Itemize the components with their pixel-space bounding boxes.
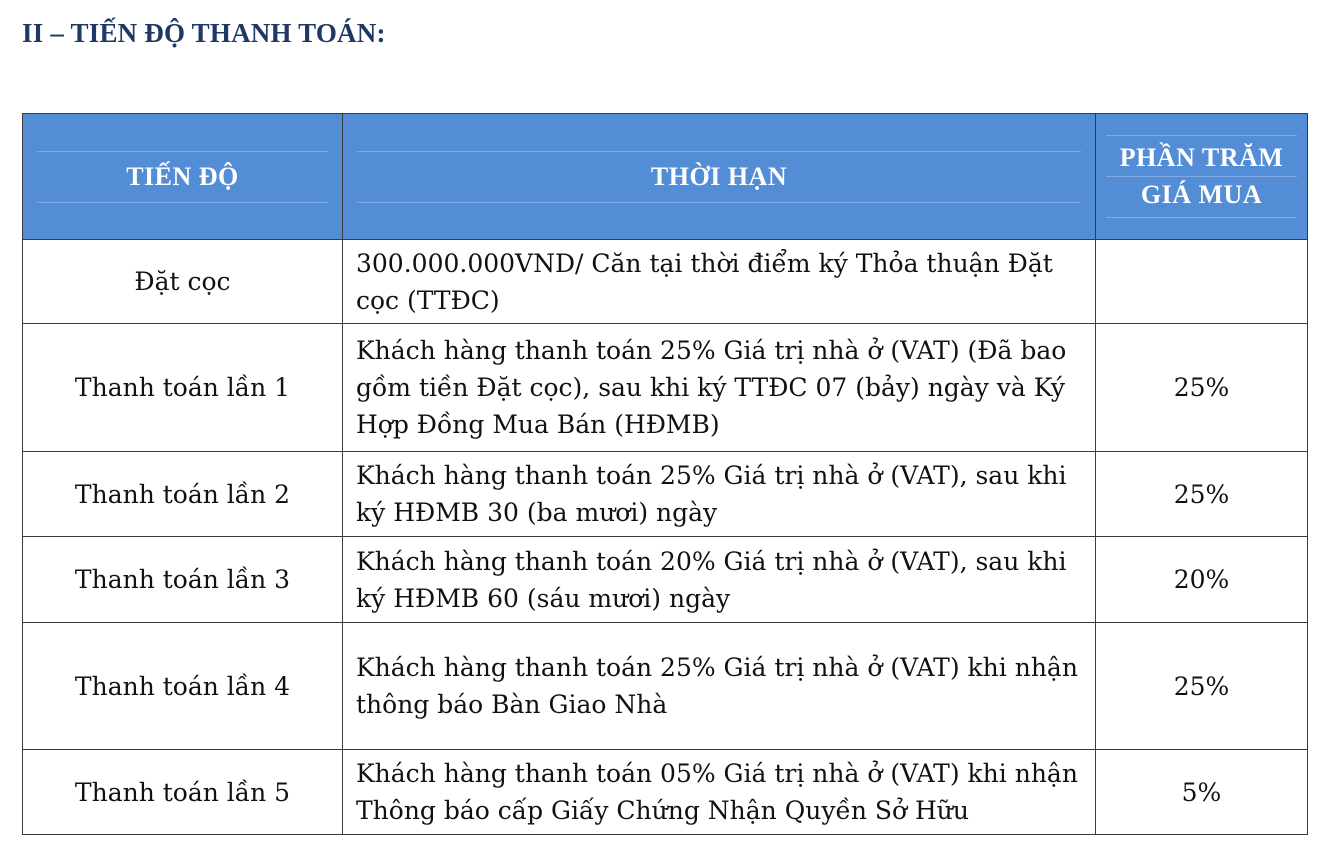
table-row [23,452,1308,537]
term-cell: 300.000.000VND/ Căn tại thời điểm ký Thỏa thuận Đặt cọc (TTĐC) [343,240,1096,324]
table-row [23,240,1308,324]
percent-cell: 20% [1096,537,1308,623]
header-row [23,114,1308,240]
term-cell: Khách hàng thanh toán 25% Giá trị nhà ở (VAT) (Đã bao gồm tiền Đặt cọc), sau khi ký TTĐC 07 (bảy) ngày và Ký Hợp Đồng Mua Bán (HĐMB) [343,324,1096,452]
percent-cell: 5% [1096,750,1308,835]
header-term-label: THỜI HẠN [650,161,788,191]
percent-cell: 25% [1096,623,1308,750]
stage-cell: Đặt cọc [23,240,343,324]
header-stage-label: TIẾN ĐỘ [126,161,239,191]
header-stage [23,114,343,240]
percent-cell: 25% [1096,452,1308,537]
table-row [23,750,1308,835]
term-cell: Khách hàng thanh toán 20% Giá trị nhà ở (VAT), sau khi ký HĐMB 60 (sáu mươi) ngày [343,537,1096,623]
stage-cell: Thanh toán lần 1 [23,324,343,452]
term-cell: Khách hàng thanh toán 25% Giá trị nhà ở (VAT) khi nhận thông báo Bàn Giao Nhà [343,623,1096,750]
payment-schedule-table [22,113,1308,835]
stage-cell: Thanh toán lần 4 [23,623,343,750]
header-percent [1096,114,1308,240]
table-row [23,324,1308,452]
table-row [23,623,1308,750]
header-percent-line2: GIÁ MUA [1140,180,1263,209]
stage-cell: Thanh toán lần 3 [23,537,343,623]
table-header [23,114,1308,240]
section-title: II – TIẾN ĐỘ THANH TOÁN: [22,18,386,48]
term-cell: Khách hàng thanh toán 25% Giá trị nhà ở (VAT), sau khi ký HĐMB 30 (ba mươi) ngày [343,452,1096,537]
header-percent-line1: PHẦN TRĂM [1106,140,1297,177]
table-row [23,537,1308,623]
term-cell: Khách hàng thanh toán 05% Giá trị nhà ở (VAT) khi nhận Thông báo cấp Giấy Chứng Nhận Quyền Sở Hữu [343,750,1096,835]
stage-cell: Thanh toán lần 2 [23,452,343,537]
header-term [343,114,1096,240]
percent-cell [1096,240,1308,324]
percent-cell: 25% [1096,324,1308,452]
table-body [23,240,1308,835]
stage-cell: Thanh toán lần 5 [23,750,343,835]
